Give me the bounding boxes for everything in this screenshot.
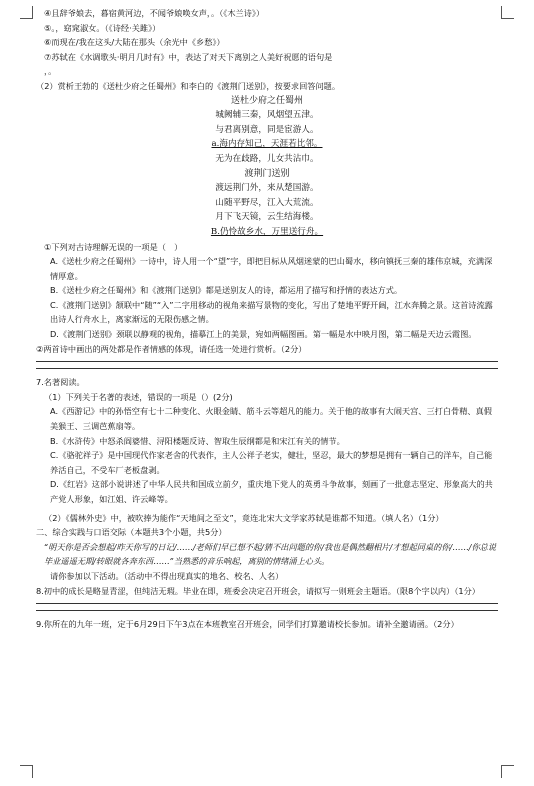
activity-instruction: 请你参加以下活动。（活动中不得出现真实的地名、校名、人名）: [50, 570, 284, 581]
appreciation-question: ②两首诗中画出的两处都是作者情感的体现，请任选一处进行赏析。（2分）: [36, 343, 307, 354]
poem-2-line: 月下飞天镜，云生结海楼。: [215, 212, 319, 223]
question-7: ⑦苏轼在《水调歌头·明月几时有》中，表达了对天下离别之人美好祝愿的语句是: [44, 51, 333, 62]
section-7-option-b: B.《水浒传》中怒杀阎婆惜、浔阳楼题反诗、智取生辰纲都是和宋江有关的情节。: [50, 435, 345, 446]
poem-2-line: 渡远荆门外，来从楚国游。: [215, 183, 319, 194]
poem-2-line: 山随平野尽，江入大荒流。: [215, 197, 319, 208]
section-2-heading: 二、综合实践与口语交际（本题共3个小题，共5分）: [36, 527, 227, 538]
question-8: 8.初中的成长是略显青涩，但纯洁无瑕。毕业在即，班委会决定召开班会，请拟写一则班会主题语。（限8个字以内）（1分）: [36, 585, 480, 596]
option-b: B.《送杜少府之任蜀州》和《渡荆门送别》都是送别友人的诗，都运用了描写和抒情的表达方式。: [50, 285, 403, 296]
poem-1-line: 城阙辅三秦，风烟望五津。: [215, 110, 319, 121]
section-7-question-1: （1）下列关于名著的表述，错误的一项是（）(2分): [44, 391, 233, 402]
section-7-option-d: D.《红岩》这部小说讲述了中华人民共和国成立前夕，重庆地下党人的英勇斗争故事，刻画了一批意志坚定、形象高大的共产党人形象，如江姐、许云峰等。: [50, 479, 493, 504]
poem-1-line: 无为在歧路，儿女共沾巾。: [215, 153, 319, 164]
option-d: D.《渡荆门送别》颈联以静观的视角，描摹江上的美景，宛如两幅图画。第一幅是水中映月图，第二幅是天边云霞图。: [50, 329, 477, 340]
poem-2-underlined-line: B.仍怜故乡水，万里送行舟。: [210, 226, 324, 237]
answer-line: [36, 368, 498, 369]
question-7-continuation: ，。: [44, 66, 57, 77]
crop-mark-bottom-right: [501, 765, 514, 778]
option-c: C.《渡荆门送别》颔联中“随”“入”二字用移动的视角来描写景物的变化，写出了楚地平野开阔，江水奔腾之景。这首诗流露出诗人行舟水上，离家渐远的无限伤感之情。: [50, 299, 493, 325]
crop-mark-bottom-left: [20, 765, 33, 778]
question-9: 9.你所在的九年一班，定于6月29日下午3点在本班教室召开班会，同学们打算邀请校长参加。请补全邀请函。（2分）: [36, 619, 459, 630]
answer-line: [36, 361, 498, 362]
section-7-title: 7.名著阅读。: [36, 377, 85, 388]
crop-mark-top-right: [501, 6, 514, 19]
document-body: [36, 6, 498, 632]
answer-line: [36, 610, 498, 611]
song-lyrics: “明天你是否会想起/昨天你写的日记/……/老师们早已想不起/猜不出问题的你/我也是偶然翻相片/才想起同桌的你/……/你总说毕业遥遥无期/转眼就各奔东西……”当熟悉的音乐响起，离别的情绪涌上心头。: [44, 541, 497, 567]
poem-1-line: 与君离别意，同是宦游人。: [215, 124, 319, 135]
crop-mark-top-left: [20, 6, 33, 19]
answer-line: [36, 603, 498, 604]
section-7-option-a: A.《西游记》中的孙悟空有七十二种变化、火眼金睛、筋斗云等超凡的能力。关于他的故事有大闹天宫、三打白骨精、真假美猴王、三调芭蕉扇等。: [50, 406, 492, 432]
poem-2-title: 渡荆门送别: [244, 168, 290, 179]
question-4: ④且辞爷娘去，暮宿黄河边，不闻爷娘唤女声，。（《木兰诗》）: [44, 8, 265, 18]
multiple-choice-question: ①下列对古诗理解无误的一项是（ ）: [44, 241, 183, 252]
poem-1-underlined-line: a.海内存知己，天涯若比邻。: [211, 139, 323, 150]
question-5: ⑤。，窈窕淑女。（《诗经·关雎》）: [44, 22, 161, 33]
option-a: A.《送杜少府之任蜀州》一诗中，诗人用一个“望”字，即把目标从风烟迷蒙的巴山蜀水，移向镇抚三秦的雄伟京城，充满深情厚意。: [50, 256, 493, 281]
poem-1-title: 送杜少府之任蜀州: [230, 95, 303, 106]
section-2-prompt: （2）赏析王勃的《送杜少府之任蜀州》和李白的《渡荆门送别》，按要求回答问题。: [36, 80, 341, 91]
section-7-question-2: （2）《儒林外史》中，被吹捧为能作“天地间之至文”，竟连北宋大文学家苏轼是谁都不知道。（填人名）（1分）: [44, 512, 444, 523]
question-6: ⑥而现在/我在这头/大陆在那头（余光中《乡愁》）: [44, 37, 225, 48]
section-7-option-c: C.《骆驼祥子》是中国现代作家老舍的代表作，主人公祥子老实，健壮，坚忍，最大的梦想是拥有一辆自己的洋车，自己能养活自己，不受车厂老板盘剥。: [50, 450, 493, 475]
